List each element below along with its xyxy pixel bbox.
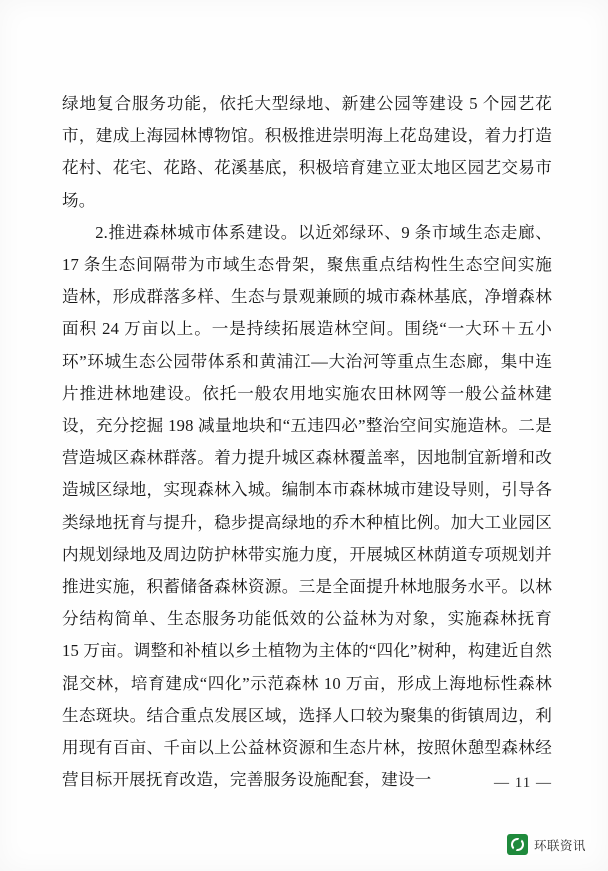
paragraph-2: 2.推进森林城市体系建设。以近郊绿环、9 条市域生态走廊、17 条生态间隔带为市域生态骨架，聚焦重点结构性生态空间实施造林，形成群落多样、生态与景观兼顾的城市森林基底，净增森林面积 24 万亩以上。一是持续拓展造林空间。围绕“一大环＋五小环”环城生态公园带体系和黄浦江—大治河等重点生态廊，集中连片推进林地建设。依托一般农用地实施农田林网等一般公益林建设，充分挖掘 198 减量地块和“五违四必”整治空间实施造林。二是营造城区森林群落。着力提升城区森林覆盖率，因地制宜新增和改造城区绿地，实现森林入城。编制本市森林城市建设导则，引导各类绿地抚育与提升，稳步提高绿地的乔木种植比例。加大工业园区内规划绿地及周边防护林带实施力度，开展城区林荫道专项规划并推进实施，积蓄储备森林资源。三是全面提升林地服务水平。以林分结构简单、生态服务功能低效的公益林为对象，实施森林抚育 15 万亩。调整和补植以乡土植物为主体的“四化”树种，构建近自然混交林，培育建成“四化”示范森林 10 万亩，形成上海地标性森林生态斑块。结合重点发展区域，选择人口较为聚集的街镇周边，利用现有百亩、千亩以上公益林资源和生态片林，按照休憩型森林经营目标开展抚育改造，完善服务设施配套，建设一: [62, 222, 552, 790]
footer-badge-label: 环联资讯: [533, 838, 586, 853]
page-body: [62, 88, 552, 796]
paragraph-1: 绿地复合服务功能，依托大型绿地、新建公园等建设 5 个园艺花市，建成上海园林博物馆。积极推进崇明海上花岛建设，着力打造花村、花宅、花路、花溪基底，积极培育建立亚太地区园艺交易市场。: [62, 94, 552, 210]
footer-badge: [507, 834, 586, 855]
page-number: — 11 —: [494, 775, 552, 791]
leaf-circle-icon: [507, 834, 528, 855]
